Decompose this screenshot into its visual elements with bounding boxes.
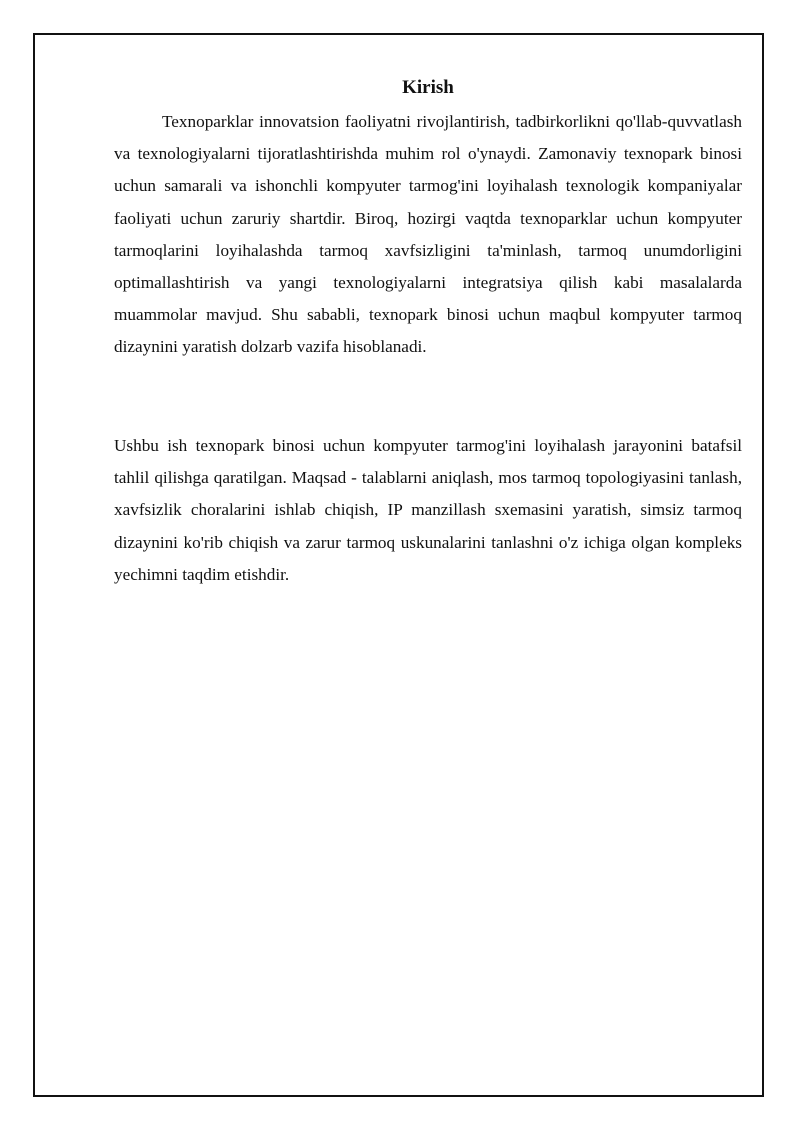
paragraph-goal: Ushbu ish texnopark binosi uchun kompyuter tarmog'ini loyihalash jarayonini batafsil tahlil qilishga qaratilgan. Maqsad - talablarni aniqlash, mos tarmoq topologiyasini tanlash, xavfsizlik choralarini ishlab chiqish, IP manzillash sxemasini yaratish, simsiz tarmoq dizaynini ko'rib chiqish va zarur tarmoq uskunalarini tanlashni o'z ichiga olgan kompleks yechimni taqdim etishdir. <box>114 436 742 584</box>
section-title: Kirish <box>402 77 454 98</box>
paragraph-intro: Texnoparklar innovatsion faoliyatni rivojlantirish, tadbirkorlikni qo'llab-quvvatlash va texnologiyalarni tijoratlashtirishda muhim rol o'ynaydi. Zamonaviy texnopark binosi uchun samarali va ishonchli kompyuter tarmog'ini loyihalash texnologik kompaniyalar faoliyati uchun zaruriy shartdir. Biroq, hozirgi vaqtda texnoparklar uchun kompyuter tarmoqlarini loyihalashda tarmoq xavfsizligini ta'minlash, tarmoq unumdorligini optimallashtirish va yangi texnologiyalarni integratsiya qilish kabi masalalarda muammolar mavjud. Shu sababli, texnopark binosi uchun maqbul kompyuter tarmoq dizaynini yaratish dolzarb vazifa hisoblanadi. <box>114 112 742 357</box>
